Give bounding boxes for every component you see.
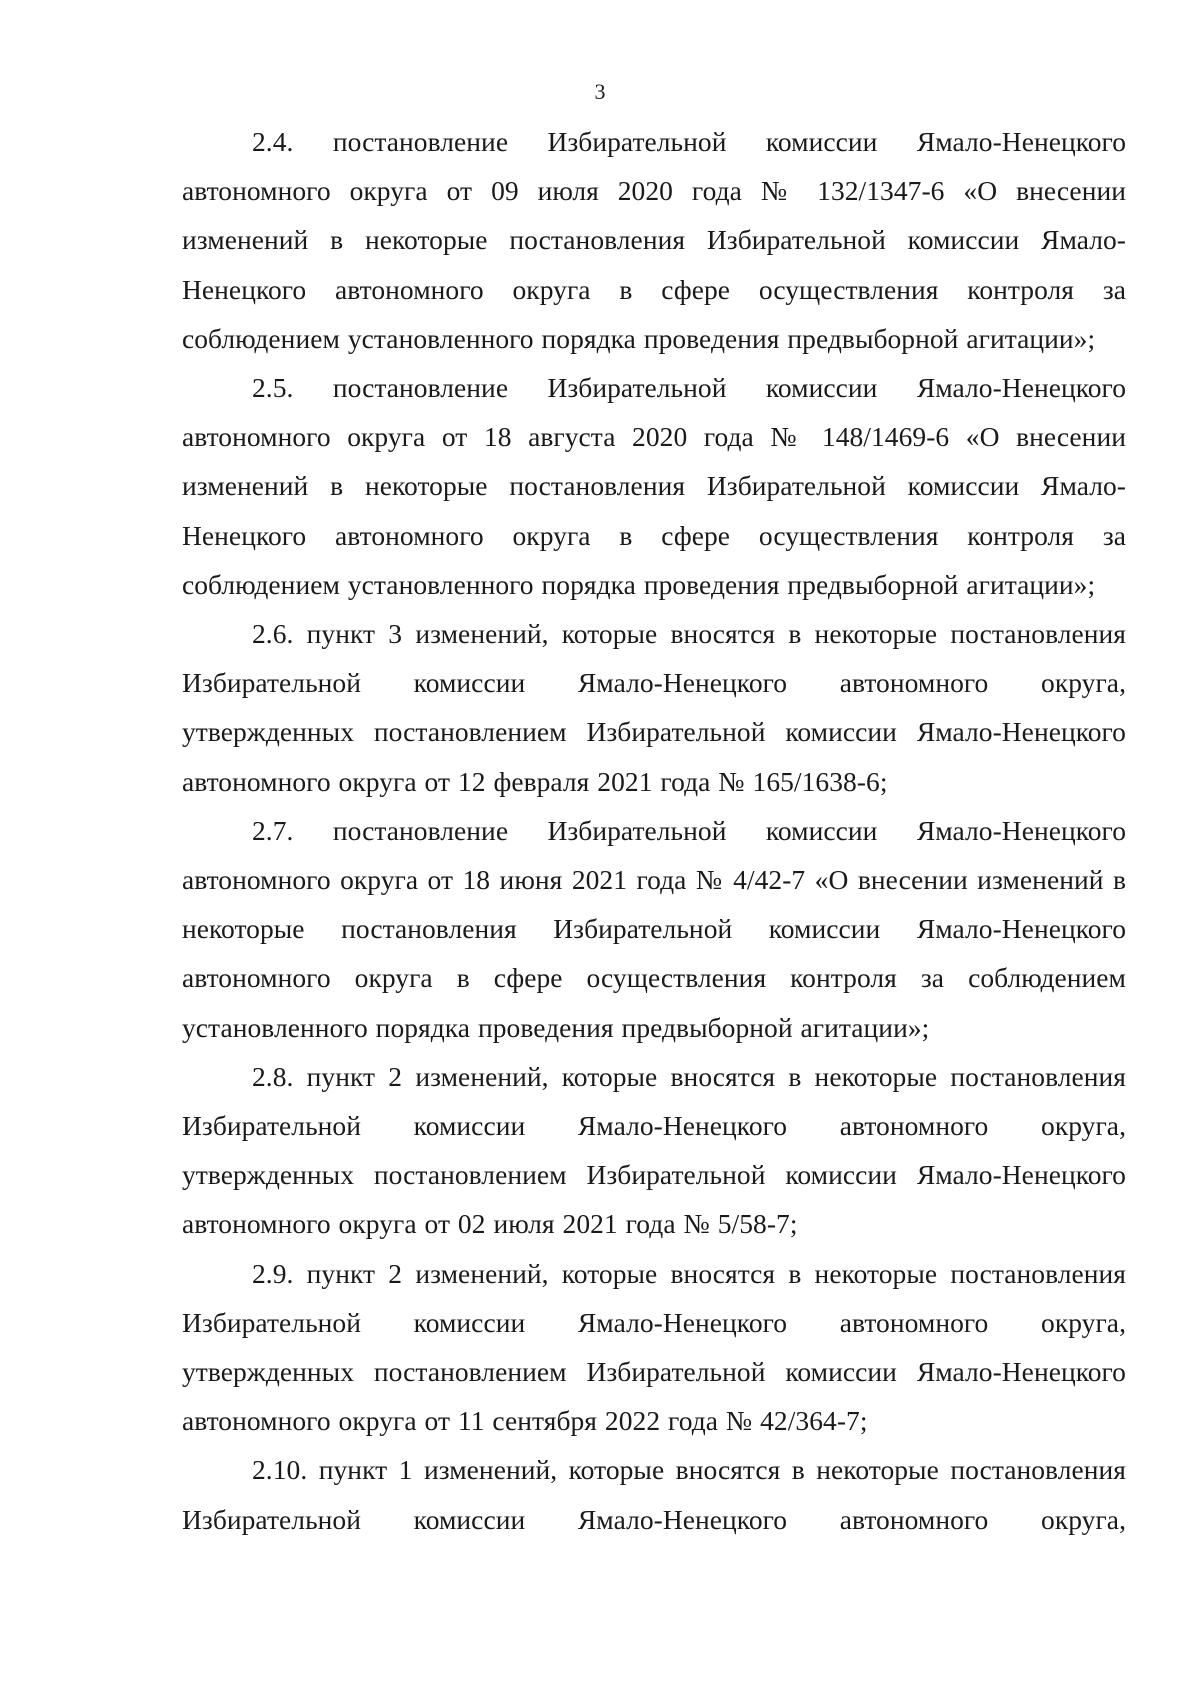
page-number: 3: [594, 79, 606, 104]
paragraph-2-8: 2.8. пункт 2 изменений, которые вносятся в некоторые постановления Избирательной комиссии Ямало-Ненецкого автономного округа, утвержденных постановлением Избирательной комиссии Ямало-Ненецкого автономного округа от 02 июля 2021 года № 5/58-7;: [182, 1060, 1126, 1240]
paragraph-2-6: 2.6. пункт 3 изменений, которые вносятся в некоторые постановления Избирательной комиссии Ямало-Ненецкого автономного округа, утвержденных постановлением Избирательной комиссии Ямало-Ненецкого автономного округа от 12 февраля 2021 года № 165/1638-6;: [182, 618, 1126, 797]
document-body: [182, 117, 1126, 1544]
paragraph-2-10: 2.10. пункт 1 изменений, которые вносятся в некоторые постановления Избирательной комиссии Ямало-Ненецкого автономного округа,: [182, 1454, 1126, 1535]
paragraph-2-9: 2.9. пункт 2 изменений, которые вносятся в некоторые постановления Избирательной комиссии Ямало-Ненецкого автономного округа, утвержденных постановлением Избирательной комиссии Ямало-Ненецкого автономного округа от 11 сентября 2022 года № 42/364-7;: [182, 1257, 1126, 1437]
paragraph-2-4: 2.4. постановление Избирательной комиссии Ямало-Ненецкого автономного округа от 09 июля 2020 года № 132/1347-6 «О внесении изменений в некоторые постановления Избирательной комиссии Ямало-Ненецкого автономного округа в сфере осуществления контроля за соблюдением установленного порядка проведения предвыборной агитации»;: [182, 126, 1126, 354]
paragraph-2-7: 2.7. постановление Избирательной комиссии Ямало-Ненецкого автономного округа от 18 июня 2021 года № 4/42-7 «О внесении изменений в некоторые постановления Избирательной комиссии Ямало-Ненецкого автономного округа в сфере осуществления контроля за соблюдением установленного порядка проведения предвыборной агитации»;: [182, 814, 1126, 1043]
paragraph-2-5: 2.5. постановление Избирательной комиссии Ямало-Ненецкого автономного округа от 18 августа 2020 года № 148/1469-6 «О внесении изменений в некоторые постановления Избирательной комиссии Ямало-Ненецкого автономного округа в сфере осуществления контроля за соблюдением установленного порядка проведения предвыборной агитации»;: [182, 372, 1126, 600]
